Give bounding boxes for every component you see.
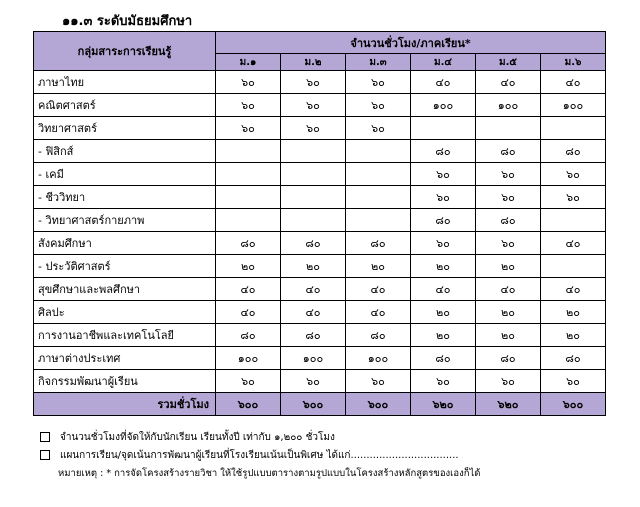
hours-cell [346,163,411,186]
hours-cell: ๖๐ [476,163,541,186]
hours-cell: ๖๐ [281,117,346,140]
total-row [34,393,606,416]
hours-cell: ๖๐ [216,117,281,140]
hours-cell: ๘๐ [476,209,541,232]
total-cell: ๖๐๐ [346,393,411,416]
hours-cell: ๖๐ [411,232,476,255]
hours-cell [541,209,606,232]
table-row [34,232,606,255]
hours-cell: ๘๐ [346,324,411,347]
hours-cell [346,140,411,163]
hours-cell: ๔๐ [346,301,411,324]
total-cell: ๖๐๐ [281,393,346,416]
grade-header: ม.๖ [541,54,606,71]
hours-cell [216,209,281,232]
subject-cell: - ประวัติศาสตร์ [34,255,216,278]
hours-cell [281,140,346,163]
section-heading: ๑๑.๓ ระดับมัธยมศึกษา [62,14,193,29]
total-cell: ๖๒๐ [476,393,541,416]
hours-cell: ๖๐ [281,71,346,94]
note-item [40,446,480,464]
table-row [34,301,606,324]
table-row [34,370,606,393]
hours-cell: ๒๐ [411,301,476,324]
hours-cell: ๔๐ [476,278,541,301]
hours-cell [216,163,281,186]
grade-header: ม.๔ [411,54,476,71]
hours-cell: ๒๐ [476,255,541,278]
hours-cell [541,117,606,140]
hours-cell: ๒๐ [216,255,281,278]
subject-cell: - ชีววิทยา [34,186,216,209]
notes-section [40,428,480,482]
hours-cell: ๔๐ [476,71,541,94]
hours-cell: ๖๐ [476,232,541,255]
note-item [40,428,480,446]
hours-cell: ๘๐ [346,232,411,255]
hours-cell: ๘๐ [216,232,281,255]
hours-cell: ๖๐ [541,163,606,186]
hours-cell [281,163,346,186]
hours-cell: ๒๐ [541,301,606,324]
subject-cell: การงานอาชีพและเทคโนโลยี [34,324,216,347]
hours-cell: ๖๐ [541,186,606,209]
hours-cell: ๖๐ [216,370,281,393]
hours-cell: ๖๐ [476,186,541,209]
hours-cell: ๔๐ [216,278,281,301]
subject-cell: สังคมศึกษา [34,232,216,255]
hours-cell: ๔๐ [216,301,281,324]
total-label: รวมชั่วโมง [34,393,216,416]
hours-cell [411,117,476,140]
hours-cell: ๑๐๐ [411,94,476,117]
hours-cell: ๔๐ [541,232,606,255]
hours-cell: ๖๐ [411,186,476,209]
hours-cell: ๔๐ [281,278,346,301]
hours-cell: ๘๐ [541,140,606,163]
note-text: จำนวนชั่วโมงที่จัดให้กับนักเรียน เรียนทั้งปี เท่ากับ ๑,๒๐๐ ชั่วโมง [60,431,335,443]
table-row [34,347,606,370]
hours-cell: ๑๐๐ [346,347,411,370]
table-row [34,71,606,94]
subject-cell: ภาษาต่างประเทศ [34,347,216,370]
hours-cell: ๖๐ [216,94,281,117]
hours-cell: ๒๐ [476,324,541,347]
table-row [34,94,606,117]
hours-cell: ๘๐ [411,140,476,163]
hours-cell: ๘๐ [216,324,281,347]
hours-cell: ๖๐ [346,370,411,393]
total-cell: ๖๒๐ [411,393,476,416]
subject-cell: สุขศึกษาและพลศึกษา [34,278,216,301]
hours-cell: ๘๐ [281,232,346,255]
subject-cell: กิจกรรมพัฒนาผู้เรียน [34,370,216,393]
grade-header: ม.๒ [281,54,346,71]
hours-cell: ๖๐ [346,117,411,140]
hours-cell: ๘๐ [476,140,541,163]
hours-cell [346,186,411,209]
hours-cell [541,255,606,278]
subject-group-header: กลุ่มสาระการเรียนรู้ [34,32,216,71]
hours-cell: ๑๐๐ [541,94,606,117]
grade-header: ม.๑ [216,54,281,71]
subject-cell: ภาษาไทย [34,71,216,94]
hours-cell: ๖๐ [346,94,411,117]
table-row [34,278,606,301]
hours-cell: ๔๐ [541,71,606,94]
checkbox[interactable] [40,432,50,442]
hours-cell: ๒๐ [346,255,411,278]
hours-cell: ๖๐ [541,370,606,393]
grade-header: ม.๕ [476,54,541,71]
subject-cell: - เคมี [34,163,216,186]
hours-cell [281,209,346,232]
table-row [34,140,606,163]
hours-cell: ๔๐ [541,278,606,301]
hours-cell: ๖๐ [346,71,411,94]
hours-cell: ๑๐๐ [216,347,281,370]
hours-cell: ๔๐ [346,278,411,301]
hours-cell: ๑๐๐ [476,94,541,117]
hours-cell [346,209,411,232]
hours-cell: ๔๐ [411,278,476,301]
hours-cell: ๒๐ [411,324,476,347]
table-row [34,324,606,347]
hours-cell: ๒๐ [541,324,606,347]
hours-cell: ๒๐ [281,255,346,278]
hours-cell: ๖๐ [476,370,541,393]
remark-text: หมายเหตุ : * การจัดโครงสร้างรายวิชา ให้ใช้รูปแบบตารางตามรูปแบบในโครงสร้างหลักสูตรของเองก็ได้ [58,467,481,479]
note-text: แผนการเรียน/จุดเน้นการพัฒนาผู้เรียนที่โรงเรียนเน้นเป็นพิเศษ ได้แก่.................................. [60,449,459,461]
grade-header: ม.๓ [346,54,411,71]
hours-cell [216,186,281,209]
hours-cell: ๘๐ [411,347,476,370]
hours-cell: ๒๐ [476,301,541,324]
hours-cell [476,117,541,140]
hours-cell: ๖๐ [281,370,346,393]
hours-cell [216,140,281,163]
hours-cell: ๘๐ [541,347,606,370]
hours-cell: ๘๐ [411,209,476,232]
hours-per-semester-header: จำนวนชั่วโมง/ภาคเรียน* [216,32,606,54]
curriculum-hours-table [33,31,606,416]
subject-cell: วิทยาศาสตร์ [34,117,216,140]
total-cell: ๖๐๐ [541,393,606,416]
hours-cell: ๘๐ [281,324,346,347]
hours-cell: ๔๐ [411,71,476,94]
table-row [34,209,606,232]
subject-cell: คณิตศาสตร์ [34,94,216,117]
table-row [34,186,606,209]
table-row [34,163,606,186]
hours-cell: ๘๐ [476,347,541,370]
subject-cell: - วิทยาศาสตร์กายภาพ [34,209,216,232]
hours-cell: ๑๐๐ [281,347,346,370]
total-cell: ๖๐๐ [216,393,281,416]
hours-cell: ๖๐ [216,71,281,94]
subject-cell: ศิลปะ [34,301,216,324]
hours-cell: ๖๐ [411,163,476,186]
hours-cell: ๒๐ [411,255,476,278]
table-body [34,71,606,393]
hours-cell: ๔๐ [281,301,346,324]
checkbox[interactable] [40,450,50,460]
subject-cell: - ฟิสิกส์ [34,140,216,163]
table-row [34,117,606,140]
hours-cell [281,186,346,209]
hours-cell: ๖๐ [281,94,346,117]
table-row [34,255,606,278]
hours-cell: ๖๐ [411,370,476,393]
